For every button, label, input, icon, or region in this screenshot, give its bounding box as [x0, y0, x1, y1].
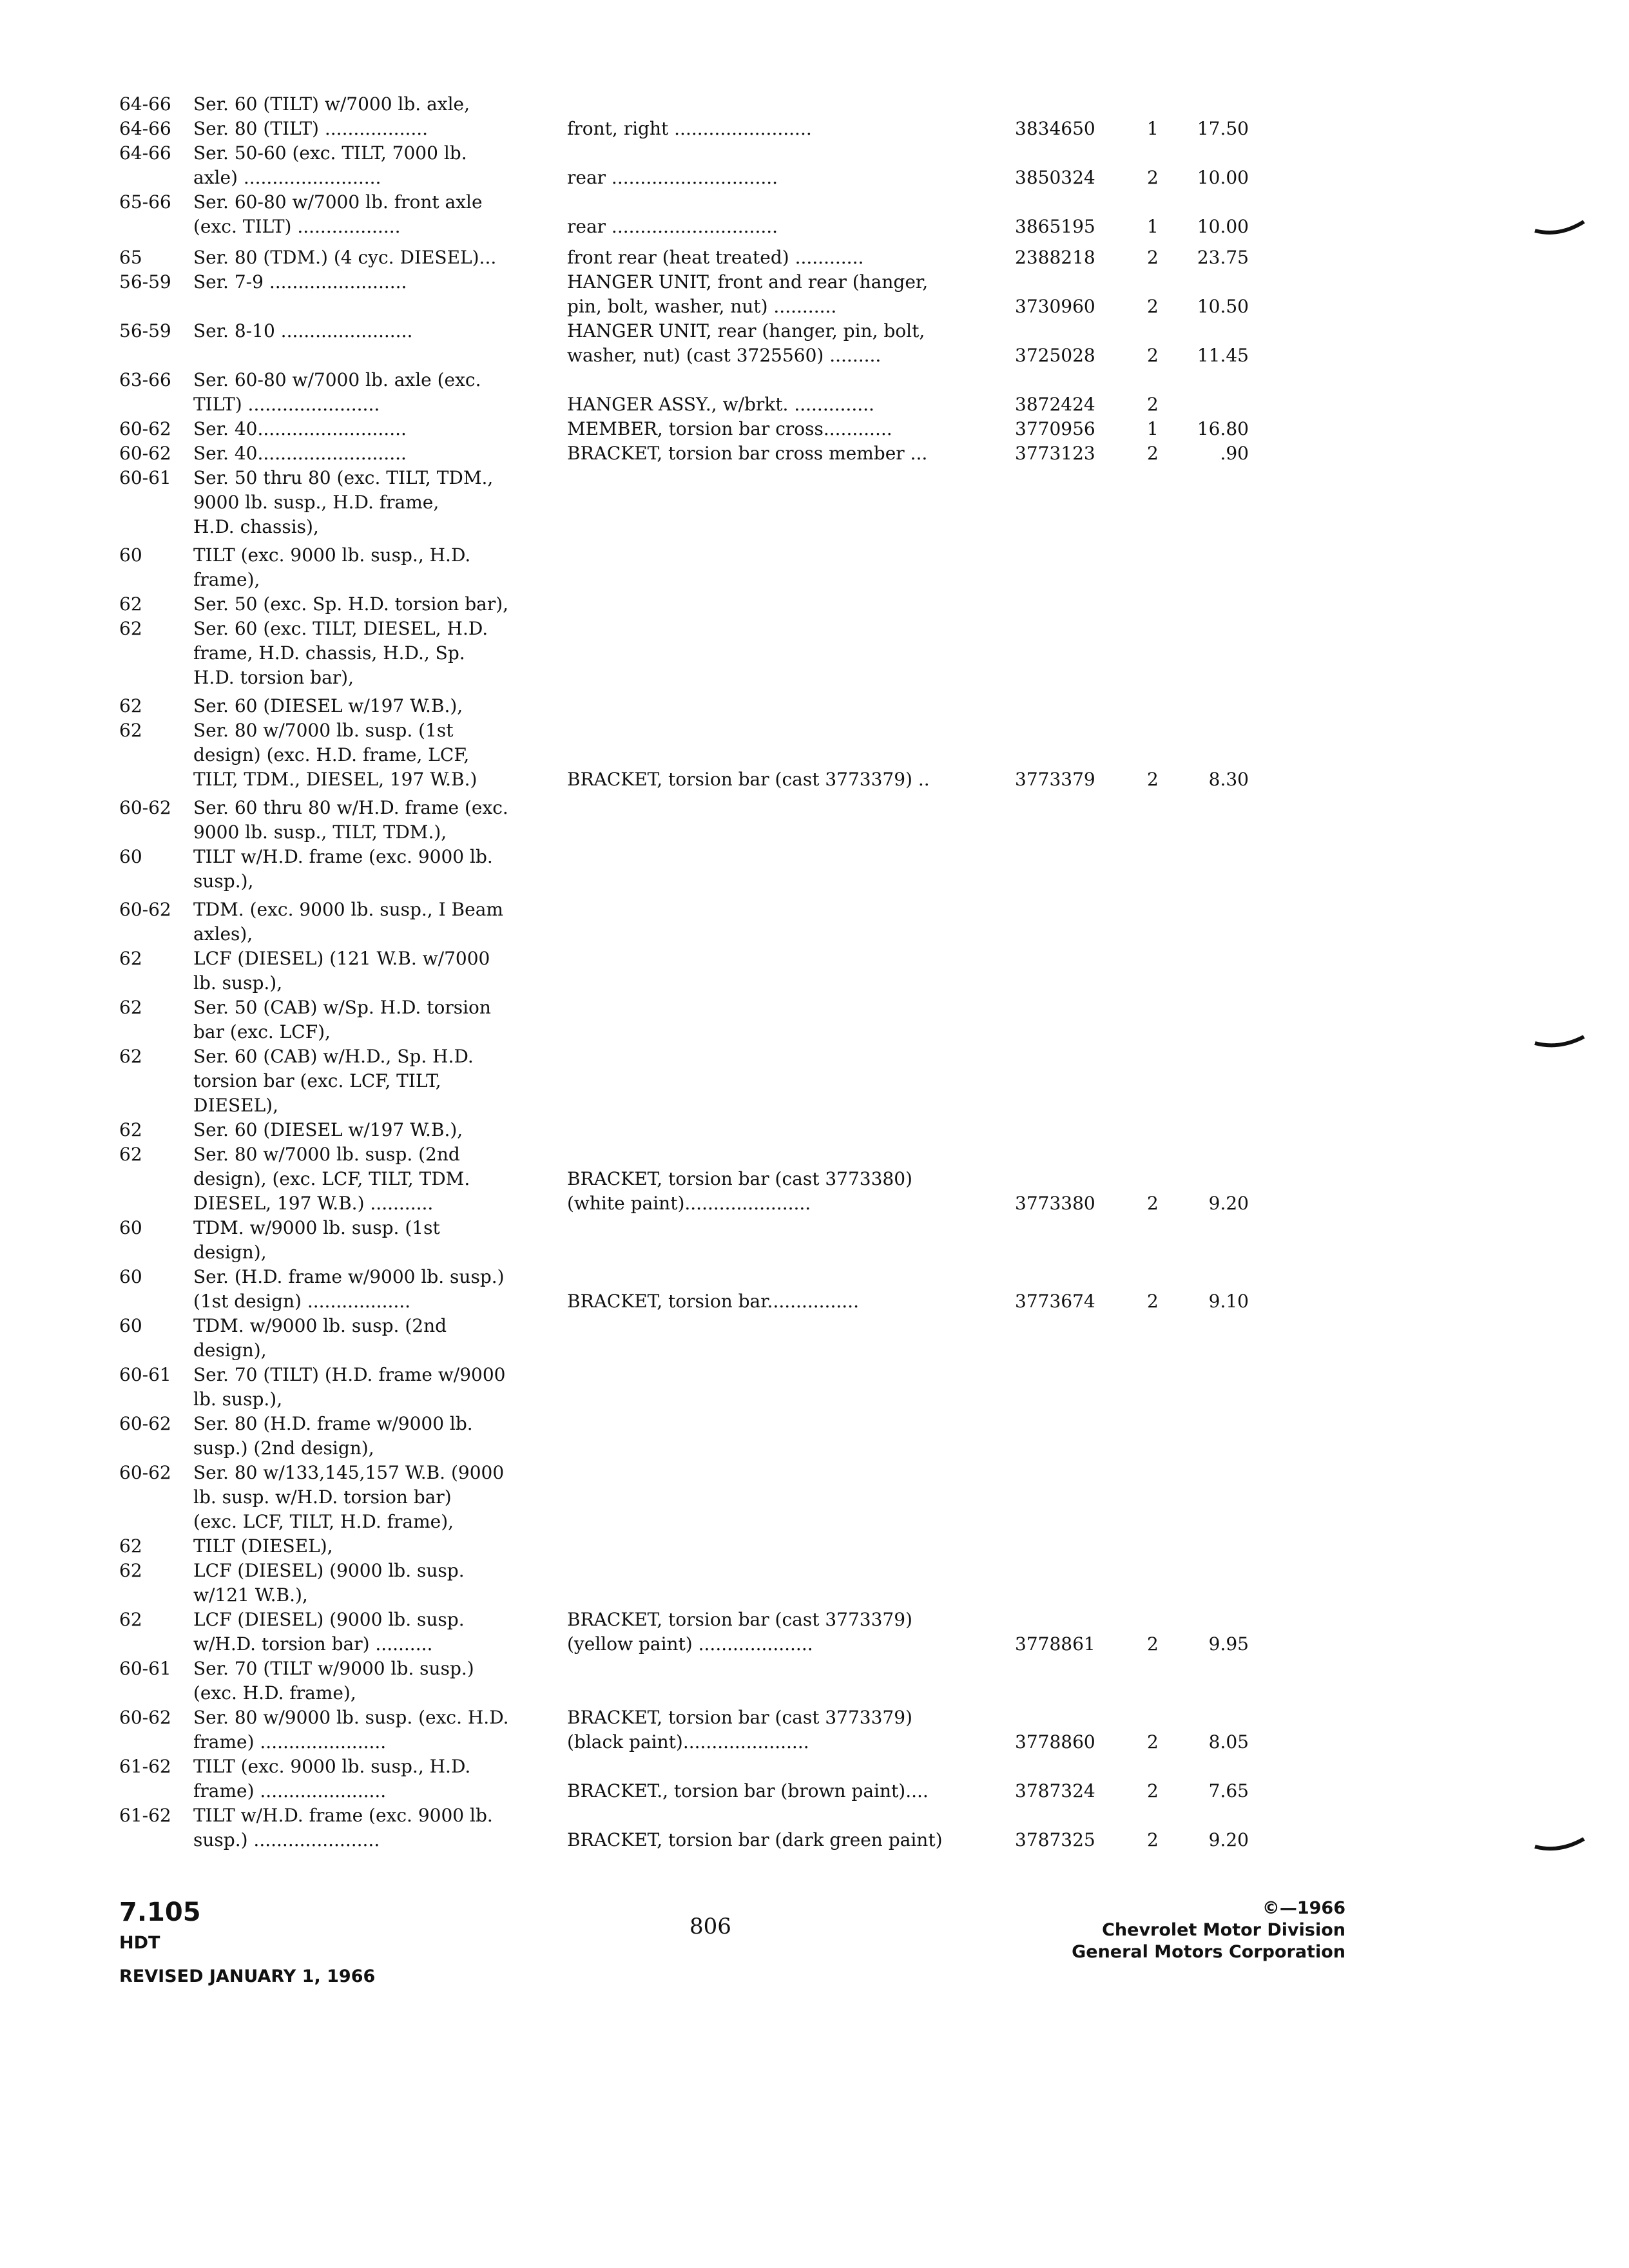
- quantity: 2: [1147, 1291, 1159, 1312]
- part-description: (yellow paint) ....................: [567, 1633, 813, 1655]
- model-years: 60-62: [119, 1413, 171, 1434]
- quantity: 2: [1147, 1780, 1159, 1802]
- application: susp.),: [193, 870, 254, 892]
- application: Ser. 7-9 ........................: [193, 271, 407, 293]
- model-years: 60-62: [119, 797, 171, 818]
- application: H.D. chassis),: [193, 516, 319, 537]
- part-number: 3850324: [1015, 167, 1095, 188]
- application: 9000 lb. susp., H.D. frame,: [193, 492, 439, 513]
- application: Ser. 80 (TILT) ..................: [193, 118, 429, 139]
- application: Ser. 80 w/7000 lb. susp. (1st: [193, 720, 454, 741]
- application: TILT (DIESEL),: [193, 1535, 333, 1557]
- list-price: 9.20: [1208, 1829, 1249, 1850]
- part-description: BRACKET, torsion bar (cast 3773379): [567, 1707, 912, 1728]
- quantity: 1: [1147, 418, 1159, 439]
- application: susp.) (2nd design),: [193, 1437, 374, 1459]
- application: design), (exc. LCF, TILT, TDM.: [193, 1168, 470, 1189]
- part-description: washer, nut) (cast 3725560) .........: [567, 345, 882, 366]
- publisher-block: [1072, 1898, 1345, 1963]
- list-price: .90: [1220, 443, 1249, 464]
- part-number: 3770956: [1015, 418, 1095, 439]
- list-price: 9.10: [1208, 1291, 1249, 1312]
- part-description: front, right ........................: [567, 118, 812, 139]
- model-years: 62: [119, 1046, 142, 1067]
- application: Ser. 80 w/7000 lb. susp. (2nd: [193, 1144, 460, 1165]
- part-description: (white paint)......................: [567, 1193, 811, 1214]
- application: w/H.D. torsion bar) ..........: [193, 1633, 433, 1655]
- application: lb. susp.),: [193, 972, 283, 994]
- application: Ser. 70 (TILT w/9000 lb. susp.): [193, 1658, 474, 1679]
- part-number: 3834650: [1015, 118, 1095, 139]
- application: Ser. 60 (DIESEL w/197 W.B.),: [193, 1119, 463, 1140]
- application: frame, H.D. chassis, H.D., Sp.: [193, 642, 465, 664]
- list-price: 10.00: [1197, 216, 1249, 237]
- model-years: 61-62: [119, 1756, 171, 1777]
- model-years: 62: [119, 1535, 142, 1557]
- revision-date: REVISED JANUARY 1, 1966: [119, 1966, 376, 1986]
- application: w/121 W.B.),: [193, 1584, 308, 1606]
- application: Ser. 60-80 w/7000 lb. front axle: [193, 191, 483, 213]
- part-description: BRACKET, torsion bar................: [567, 1291, 859, 1312]
- part-description: (black paint)......................: [567, 1731, 809, 1753]
- part-description: BRACKET, torsion bar (cast 3773380): [567, 1168, 912, 1189]
- quantity: 2: [1147, 769, 1159, 790]
- model-years: 61-62: [119, 1805, 171, 1826]
- application: TILT (exc. 9000 lb. susp., H.D.: [193, 544, 471, 566]
- application: TILT, TDM., DIESEL, 197 W.B.): [193, 769, 477, 790]
- application: Ser. 50-60 (exc. TILT, 7000 lb.: [193, 142, 467, 164]
- part-description: MEMBER, torsion bar cross............: [567, 418, 892, 439]
- section-number: 7.105: [119, 1898, 201, 1927]
- application: Ser. 60 (TILT) w/7000 lb. axle,: [193, 93, 470, 115]
- model-years: 60-61: [119, 1364, 171, 1385]
- section-block: [119, 1894, 201, 1956]
- part-number: 3778861: [1015, 1633, 1095, 1655]
- quantity: 2: [1147, 345, 1159, 366]
- application: LCF (DIESEL) (9000 lb. susp.: [193, 1560, 465, 1581]
- application: Ser. 50 (exc. Sp. H.D. torsion bar),: [193, 593, 509, 615]
- part-description: BRACKET, torsion bar (cast 3773379): [567, 1609, 912, 1630]
- application: Ser. 80 w/9000 lb. susp. (exc. H.D.: [193, 1707, 509, 1728]
- application: Ser. 60 (CAB) w/H.D., Sp. H.D.: [193, 1046, 474, 1067]
- quantity: 2: [1147, 247, 1159, 268]
- model-years: 62: [119, 720, 142, 741]
- application: H.D. torsion bar),: [193, 667, 354, 688]
- part-number: 3773379: [1015, 769, 1095, 790]
- quantity: 2: [1147, 1633, 1159, 1655]
- section-code: HDT: [119, 1933, 160, 1953]
- application: axles),: [193, 923, 253, 945]
- margin-mark: [1534, 1836, 1585, 1856]
- part-number: 3725028: [1015, 345, 1095, 366]
- model-years: 62: [119, 695, 142, 716]
- division-name: Chevrolet Motor Division: [1102, 1920, 1345, 1940]
- application: Ser. 40..........................: [193, 443, 407, 464]
- application: frame) ......................: [193, 1780, 387, 1802]
- part-description: pin, bolt, washer, nut) ...........: [567, 296, 837, 317]
- part-description: HANGER ASSY., w/brkt. ..............: [567, 394, 874, 415]
- margin-mark: [1534, 219, 1585, 238]
- part-description: BRACKET., torsion bar (brown paint)....: [567, 1780, 929, 1802]
- copyright: ©—1966: [1262, 1898, 1345, 1918]
- model-years: 60: [119, 544, 142, 566]
- application: torsion bar (exc. LCF, TILT,: [193, 1070, 441, 1091]
- application: Ser. 8-10 .......................: [193, 320, 413, 341]
- model-years: 60: [119, 846, 142, 867]
- application: TILT w/H.D. frame (exc. 9000 lb.: [193, 846, 493, 867]
- part-number: 3773123: [1015, 443, 1095, 464]
- quantity: 1: [1147, 216, 1159, 237]
- model-years: 62: [119, 997, 142, 1018]
- quantity: 2: [1147, 394, 1159, 415]
- application: (exc. LCF, TILT, H.D. frame),: [193, 1511, 454, 1532]
- application: frame) ......................: [193, 1731, 387, 1753]
- model-years: 62: [119, 1560, 142, 1581]
- part-number: 3865195: [1015, 216, 1095, 237]
- model-years: 56-59: [119, 271, 171, 293]
- application: Ser. 50 (CAB) w/Sp. H.D. torsion: [193, 997, 491, 1018]
- quantity: 2: [1147, 296, 1159, 317]
- application: Ser. (H.D. frame w/9000 lb. susp.): [193, 1266, 505, 1287]
- list-price: 9.95: [1208, 1633, 1249, 1655]
- part-description: BRACKET, torsion bar (dark green paint): [567, 1829, 943, 1850]
- application: Ser. 40..........................: [193, 418, 407, 439]
- application: Ser. 60-80 w/7000 lb. axle (exc.: [193, 369, 481, 390]
- list-price: 16.80: [1197, 418, 1249, 439]
- part-description: BRACKET, torsion bar cross member ...: [567, 443, 928, 464]
- list-price: 7.65: [1208, 1780, 1249, 1802]
- list-price: 11.45: [1197, 345, 1249, 366]
- part-number: 3773674: [1015, 1291, 1095, 1312]
- corporation-name: General Motors Corporation: [1072, 1942, 1345, 1962]
- list-price: 17.50: [1197, 118, 1249, 139]
- model-years: 60-62: [119, 443, 171, 464]
- quantity: 2: [1147, 1731, 1159, 1753]
- application: design),: [193, 1340, 267, 1361]
- application: Ser. 80 w/133,145,157 W.B. (9000: [193, 1462, 505, 1483]
- list-price: 10.00: [1197, 167, 1249, 188]
- application: LCF (DIESEL) (9000 lb. susp.: [193, 1609, 465, 1630]
- model-years: 64-66: [119, 118, 171, 139]
- application: design) (exc. H.D. frame, LCF,: [193, 744, 470, 765]
- model-years: 60-61: [119, 467, 171, 488]
- model-years: 56-59: [119, 320, 171, 341]
- application: axle) ........................: [193, 167, 381, 188]
- model-years: 60-62: [119, 1707, 171, 1728]
- quantity: 2: [1147, 443, 1159, 464]
- part-number: 2388218: [1015, 247, 1095, 268]
- application: Ser. 70 (TILT) (H.D. frame w/9000: [193, 1364, 506, 1385]
- list-price: 8.05: [1208, 1731, 1249, 1753]
- list-price: 8.30: [1208, 769, 1249, 790]
- model-years: 64-66: [119, 142, 171, 164]
- application: TDM. (exc. 9000 lb. susp., I Beam: [193, 899, 503, 920]
- model-years: 65-66: [119, 191, 171, 213]
- model-years: 62: [119, 1119, 142, 1140]
- application: Ser. 60 (exc. TILT, DIESEL, H.D.: [193, 618, 488, 639]
- part-number: 3787324: [1015, 1780, 1095, 1802]
- application: (exc. TILT) ..................: [193, 216, 401, 237]
- model-years: 60-61: [119, 1658, 171, 1679]
- quantity: 1: [1147, 118, 1159, 139]
- quantity: 2: [1147, 167, 1159, 188]
- page-number: 806: [689, 1914, 731, 1939]
- part-number: 3778860: [1015, 1731, 1095, 1753]
- application: TDM. w/9000 lb. susp. (1st: [193, 1217, 440, 1238]
- model-years: 60-62: [119, 418, 171, 439]
- application: TDM. w/9000 lb. susp. (2nd: [193, 1315, 447, 1336]
- application: Ser. 60 (DIESEL w/197 W.B.),: [193, 695, 463, 716]
- model-years: 62: [119, 593, 142, 615]
- application: 9000 lb. susp., TILT, TDM.),: [193, 822, 447, 843]
- application: susp.) ......................: [193, 1829, 380, 1850]
- part-number: 3787325: [1015, 1829, 1095, 1850]
- application: TILT w/H.D. frame (exc. 9000 lb.: [193, 1805, 493, 1826]
- application: LCF (DIESEL) (121 W.B. w/7000: [193, 948, 490, 969]
- application: Ser. 60 thru 80 w/H.D. frame (exc.: [193, 797, 508, 818]
- part-number: 3730960: [1015, 296, 1095, 317]
- model-years: 63-66: [119, 369, 171, 390]
- model-years: 60: [119, 1266, 142, 1287]
- application: DIESEL, 197 W.B.) ...........: [193, 1193, 434, 1214]
- model-years: 62: [119, 618, 142, 639]
- part-description: front rear (heat treated) ............: [567, 247, 864, 268]
- application: design),: [193, 1242, 267, 1263]
- part-number: 3773380: [1015, 1193, 1095, 1214]
- application: lb. susp.),: [193, 1389, 283, 1410]
- model-years: 62: [119, 1609, 142, 1630]
- quantity: 2: [1147, 1829, 1159, 1850]
- application: Ser. 80 (H.D. frame w/9000 lb.: [193, 1413, 473, 1434]
- model-years: 60: [119, 1217, 142, 1238]
- model-years: 60-62: [119, 899, 171, 920]
- part-description: BRACKET, torsion bar (cast 3773379) ..: [567, 769, 930, 790]
- application: (1st design) ..................: [193, 1291, 411, 1312]
- application: frame),: [193, 569, 260, 590]
- application: bar (exc. LCF),: [193, 1021, 331, 1043]
- model-years: 62: [119, 948, 142, 969]
- model-years: 60-62: [119, 1462, 171, 1483]
- model-years: 60: [119, 1315, 142, 1336]
- quantity: 2: [1147, 1193, 1159, 1214]
- application: TILT (exc. 9000 lb. susp., H.D.: [193, 1756, 471, 1777]
- part-description: rear .............................: [567, 216, 778, 237]
- part-number: 3872424: [1015, 394, 1095, 415]
- application: TILT) .......................: [193, 394, 380, 415]
- list-price: 23.75: [1197, 247, 1249, 268]
- part-description: rear .............................: [567, 167, 778, 188]
- application: Ser. 50 thru 80 (exc. TILT, TDM.,: [193, 467, 494, 488]
- list-price: 10.50: [1197, 296, 1249, 317]
- model-years: 62: [119, 1144, 142, 1165]
- model-years: 64-66: [119, 93, 171, 115]
- application: lb. susp. w/H.D. torsion bar): [193, 1486, 452, 1508]
- application: (exc. H.D. frame),: [193, 1682, 356, 1704]
- part-description: HANGER UNIT, rear (hanger, pin, bolt,: [567, 320, 925, 341]
- part-description: HANGER UNIT, front and rear (hanger,: [567, 271, 929, 293]
- application: DIESEL),: [193, 1095, 278, 1116]
- list-price: 9.20: [1208, 1193, 1249, 1214]
- application: Ser. 80 (TDM.) (4 cyc. DIESEL)...: [193, 247, 497, 268]
- margin-mark: [1534, 1034, 1585, 1053]
- model-years: 65: [119, 247, 142, 268]
